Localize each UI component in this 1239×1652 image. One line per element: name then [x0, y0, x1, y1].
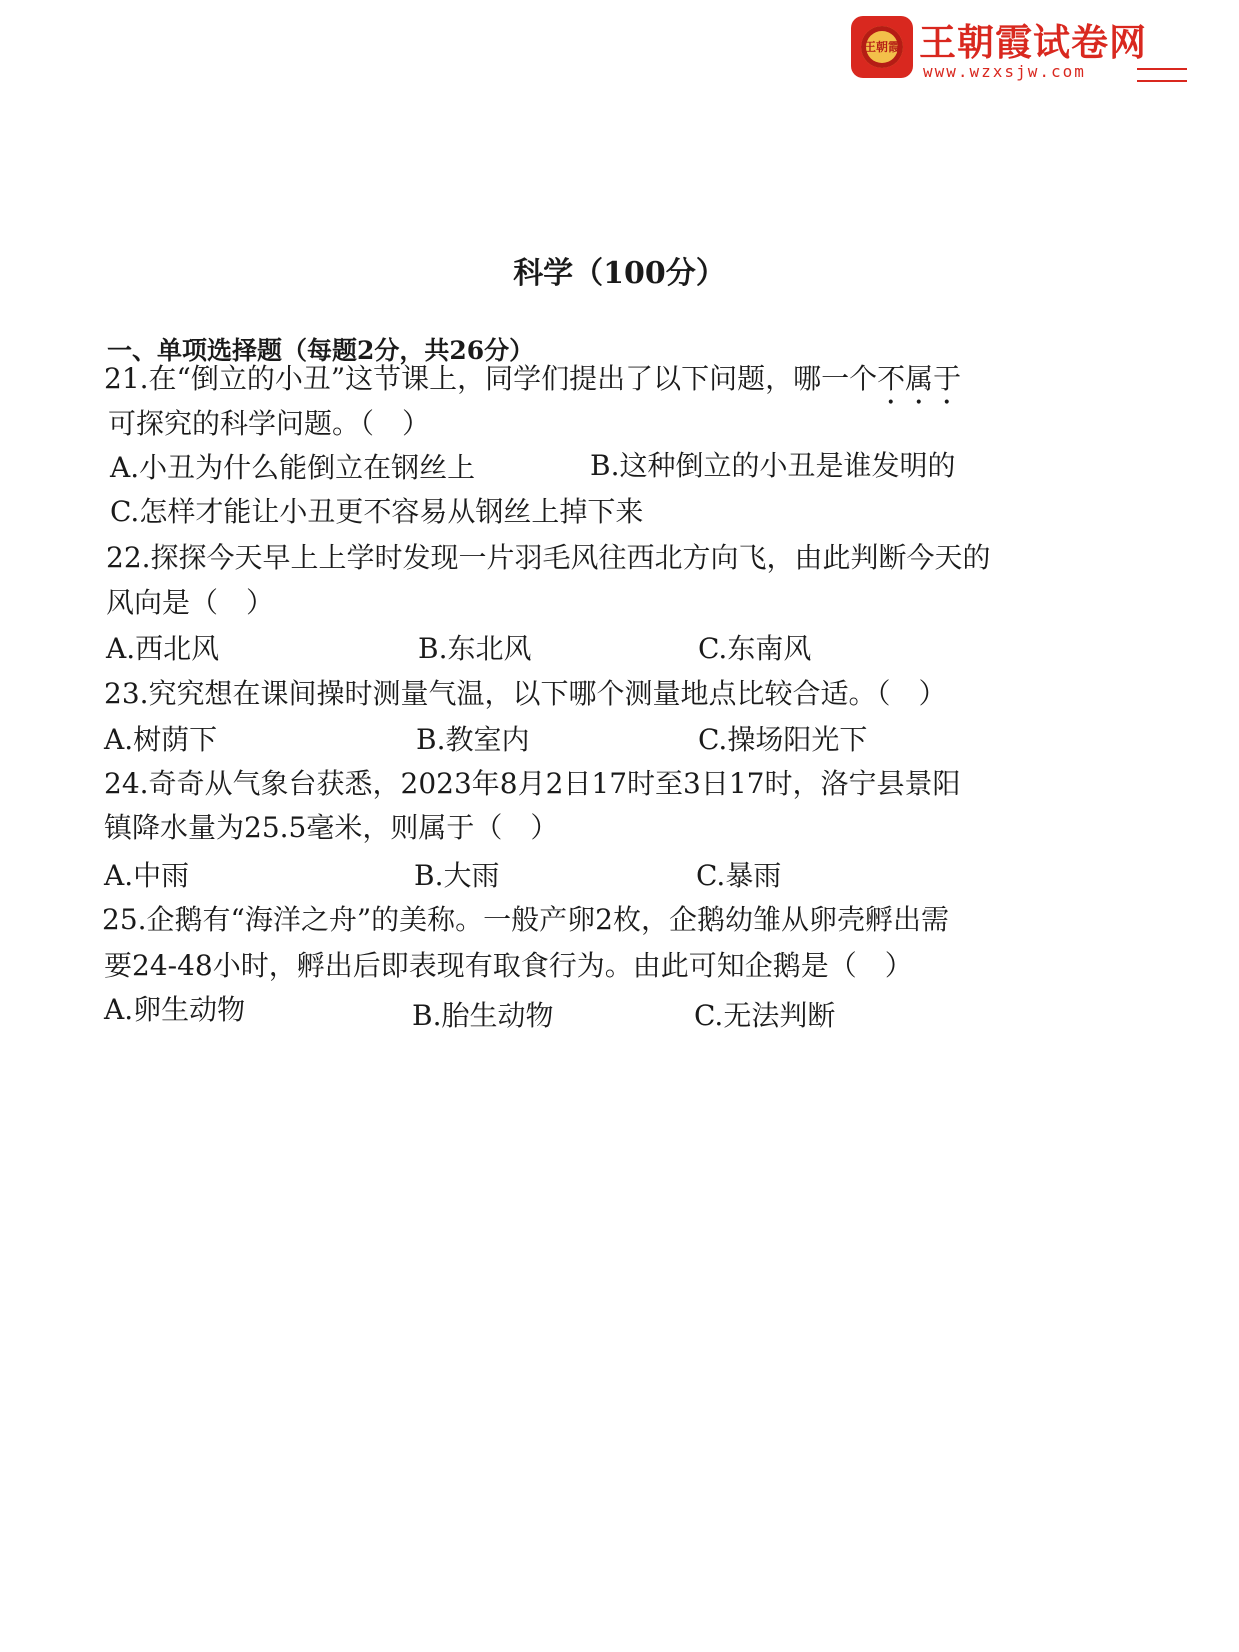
question-22-line-2: 风向是（ ）	[106, 586, 275, 619]
question-24-option-a: A.中雨	[104, 859, 190, 892]
question-24-option-b: B.大雨	[414, 859, 500, 892]
question-24-line-2: 镇降水量为25.5毫米，则属于（ ）	[104, 811, 559, 844]
question-21-stem: 21.在“倒立的小丑”这节课上，同学们提出了以下问题，哪一个	[104, 362, 878, 395]
question-24-option-c: C.暴雨	[696, 859, 782, 892]
seal-icon	[861, 26, 903, 68]
question-21-option-b: B.这种倒立的小丑是谁发明的	[590, 449, 956, 482]
question-25-option-c: C.无法判断	[694, 999, 836, 1032]
question-23-line-1: 23.究究想在课间操时测量气温，以下哪个测量地点比较合适。（ ）	[104, 677, 947, 710]
question-23-option-a: A.树荫下	[104, 723, 218, 756]
question-23-option-c: C.操场阳光下	[698, 723, 868, 756]
question-25-line-2: 要24-48小时，孵出后即表现有取食行为。由此可知企鹅是（ ）	[104, 949, 913, 982]
question-21-option-a: A.小丑为什么能倒立在钢丝上	[110, 451, 476, 484]
brand-name: 王朝霞试卷网	[919, 21, 1147, 64]
brand-logo-text: 王朝霞	[863, 40, 900, 54]
section-heading: 一、单项选择题（每题2分，共26分）	[107, 336, 535, 365]
question-22-line-1: 22.探探今天早上上学时发现一片羽毛风往西北方向飞，由此判断今天的	[106, 541, 991, 574]
question-23-option-b: B.教室内	[416, 723, 530, 756]
brand-logo-icon	[851, 16, 913, 78]
question-21-line-2: 可探究的科学问题。（ ）	[108, 407, 431, 440]
waves-icon	[1137, 68, 1187, 82]
question-22-option-a: A.西北风	[106, 632, 220, 665]
brand-url: www.wzxsjw.com	[923, 62, 1086, 81]
question-21-option-c: C.怎样才能让小丑更不容易从钢丝上掉下来	[110, 495, 644, 528]
question-25-line-1: 25.企鹅有“海洋之舟”的美称。一般产卵2枚，企鹅幼雏从卵壳孵出需	[102, 903, 949, 936]
brand-watermark	[851, 8, 1191, 81]
question-22-option-b: B.东北风	[418, 632, 532, 665]
page-title: 科学（100分）	[513, 256, 726, 291]
question-21-emphasis: 不属于	[877, 362, 962, 395]
question-25-option-b: B.胎生动物	[412, 999, 554, 1032]
question-22-option-c: C.东南风	[698, 632, 812, 665]
question-25-option-a: A.卵生动物	[104, 993, 246, 1026]
question-24-line-1: 24.奇奇从气象台获悉，2023年8月2日17时至3日17时，洛宁县景阳	[104, 767, 961, 800]
